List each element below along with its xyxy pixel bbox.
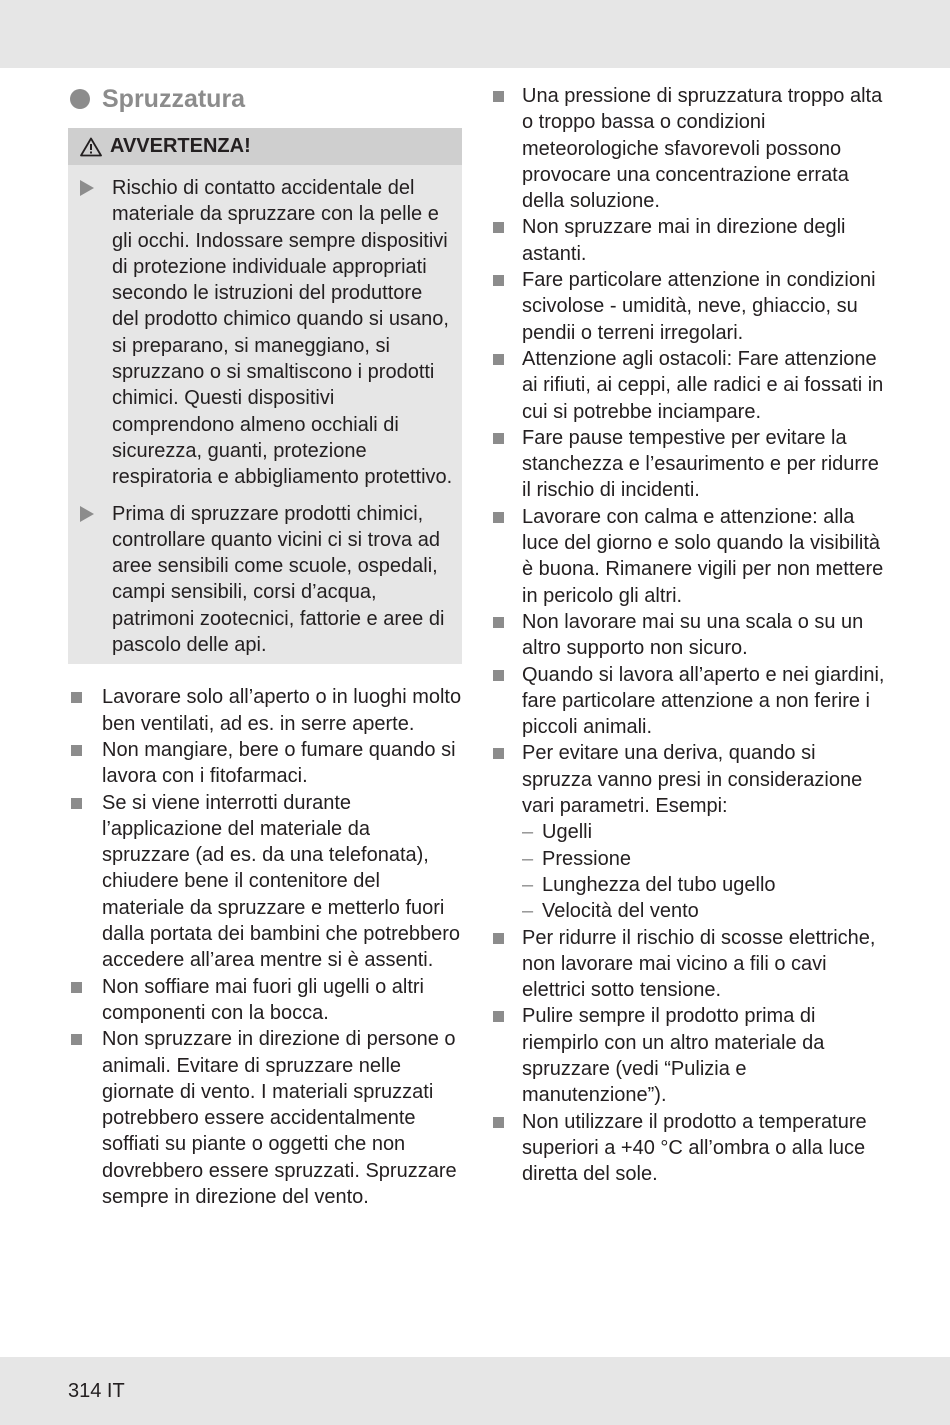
list-item-text: Attenzione agli ostacoli: Fare attenzione ai rifiuti, ai ceppi, alle radici e ai fossati in cui si potrebbe inciampare. [522,347,884,423]
list-item-text: Non spruzzare mai in direzione degli astanti. [522,216,846,265]
square-bullet-icon [71,1034,82,1045]
warning-box [68,128,462,664]
list-item [490,609,890,662]
sub-list-item-text: Lunghezza del tubo ugello [542,873,776,896]
sub-list-item [522,819,890,845]
sub-list-item-text: Ugelli [542,821,593,844]
square-bullet-icon [493,933,504,944]
square-bullet-icon [493,617,504,628]
square-bullet-icon [71,692,82,703]
list-item [490,504,890,609]
list-item-text: Una pressione di spruzzatura troppo alta o troppo bassa o condizioni meteorologiche sfavorevoli possono provocare una concentrazione errata della soluzione. [522,85,883,213]
dash-bullet: – [522,900,534,923]
list-item-text: Lavorare con calma e attenzione: alla luce del giorno e solo quando la visibilità è buona. Rimanere vigili per non mettere in pericolo gli altri. [522,505,884,607]
warning-item-text: Rischio di contatto accidentale del materiale da spruzzare con la pelle e gli occhi. Indossare sempre dispositivi di protezione individuale appropriati secondo le istruzioni del produttore del prodotto chimico quando si usano, si preparano, si maneggiano, si spruzzano o si smaltiscono i prodotti chimici. Questi dispositivi comprendono almeno occhiali di sicurezza, guanti, protezione respiratoria e abbigliamento protettivo. [112,177,453,489]
section-heading [68,82,462,116]
left-bullet-list [68,684,462,1210]
square-bullet-icon [493,433,504,444]
warning-triangle-icon [80,137,102,157]
dash-bullet: – [522,821,534,844]
list-item [490,1109,890,1188]
right-bullet-list [490,83,890,1187]
sub-list-item-text: Pressione [542,847,631,870]
square-bullet-icon [493,670,504,681]
right-column [490,83,890,1187]
list-item [68,974,462,1027]
page-number: 314 IT [68,1380,125,1402]
square-bullet-icon [493,512,504,523]
square-bullet-icon [71,798,82,809]
list-item-text: Non spruzzare in direzione di persone o animali. Evitare di spruzzare nelle giornate di vento. I materiali spruzzati potrebbero essere accidentalmente soffiati su piante o oggetti che non dovrebbero essere spruzzati. Spruzzare sempre in direzione del vento. [102,1028,457,1208]
left-column [68,82,462,1210]
list-item [490,740,890,924]
sub-list-item [522,872,890,898]
sub-list-item [522,846,890,872]
square-bullet-icon [493,354,504,365]
list-item [68,684,462,737]
list-item [490,1003,890,1108]
list-item [68,790,462,974]
footer-band [0,1357,950,1425]
sub-list-item-text: Velocità del vento [542,900,699,923]
list-item-text: Fare particolare attenzione in condizioni scivolose - umidità, neve, ghiaccio, su pendii o terreni irregolari. [522,269,876,344]
square-bullet-icon [493,748,504,759]
list-item-text: Pulire sempre il prodotto prima di riempirlo con un altro materiale da spruzzare (vedi “Pulizia e manutenzione”). [522,1005,825,1107]
header-band [0,0,950,68]
list-item-text: Fare pause tempestive per evitare la stanchezza e l’esaurimento e per ridurre il rischio di incidenti. [522,426,879,502]
warning-item [68,175,462,491]
square-bullet-icon [493,1117,504,1128]
play-triangle-icon [80,506,94,522]
list-item-text: Per ridurre il rischio di scosse elettriche, non lavorare mai vicino a fili o cavi elettrici sotto tensione. [522,926,876,1002]
play-triangle-icon [80,180,94,196]
list-item [490,925,890,1004]
list-item-text: Non mangiare, bere o fumare quando si lavora con i fitofarmaci. [102,738,456,788]
section-title: Spruzzatura [102,84,246,113]
list-item [490,214,890,267]
list-item-text: Non soffiare mai fuori gli ugelli o altri componenti con la bocca. [102,975,425,1024]
dash-bullet: – [522,873,534,896]
square-bullet-icon [71,745,82,756]
dash-bullet: – [522,847,534,870]
square-bullet-icon [493,222,504,233]
warning-header [68,128,462,165]
list-item-text: Per evitare una deriva, quando si spruzza vanno presi in considerazione vari parametri. Esempi: [522,742,863,818]
list-item-text: Lavorare solo all’aperto o in luoghi molto ben ventilati, ad es. in serre aperte. [102,686,462,735]
square-bullet-icon [71,982,82,993]
list-item [68,1026,462,1210]
square-bullet-icon [493,275,504,286]
list-item-text: Non utilizzare il prodotto a temperature superiori a +40 °C all’ombra o alla luce diretta del sole. [522,1110,867,1186]
list-item [490,83,890,214]
warning-item [68,501,462,659]
square-bullet-icon [493,1011,504,1022]
list-item [490,346,890,425]
list-item [68,737,462,790]
list-item [490,267,890,346]
list-item [490,425,890,504]
warning-title: AVVERTENZA! [110,135,251,157]
list-item [490,662,890,741]
list-item-text: Non lavorare mai su una scala o su un altro supporto non sicuro. [522,610,864,660]
list-item-text: Quando si lavora all’aperto e nei giardini, fare particolare attenzione a non ferire i piccoli animali. [522,663,885,739]
sub-list-item [522,898,890,924]
square-bullet-icon [493,91,504,102]
warning-item-text: Prima di spruzzare prodotti chimici, controllare quanto vicini ci si trova ad aree sensibili come scuole, ospedali, campi sensibili, corsi d’acqua, patrimoni zootecnici, fattorie e aree di pascolo delle api. [112,502,445,657]
list-item-text: Se si viene interrotti durante l’applicazione del materiale da spruzzare (ad es. da una telefonata), chiudere bene il contenitore del materiale da spruzzare e metterlo fuori dalla portata dei bambini che potrebbero accedere all’area mentre si è assenti. [102,791,461,972]
drift-example-list [522,819,890,924]
bullet-circle-icon [70,89,90,109]
